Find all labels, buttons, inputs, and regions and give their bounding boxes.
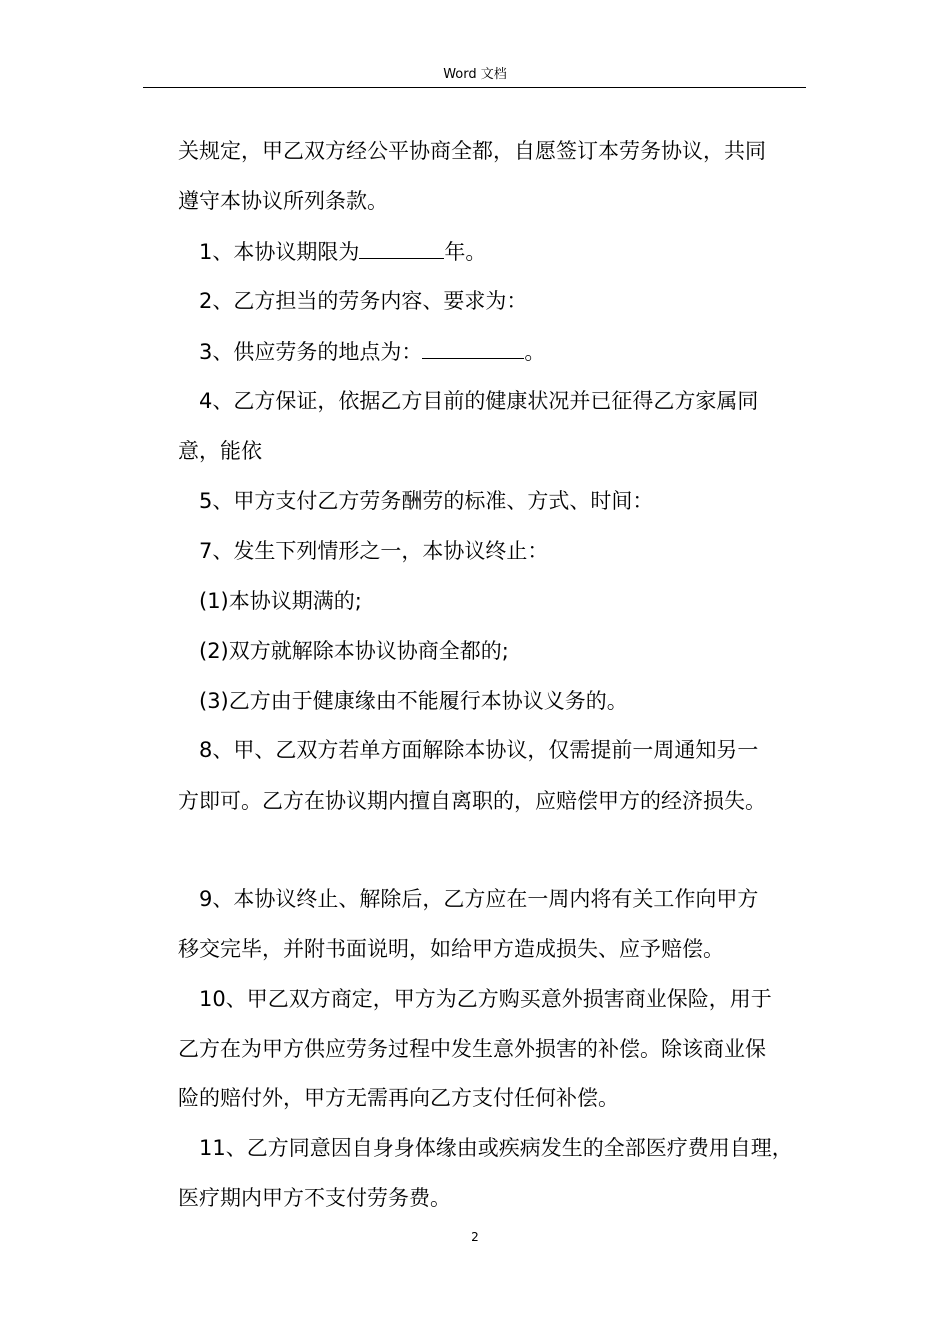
page-number: 2 [471,1230,479,1244]
paragraph-line: 移交完毕，并附书面说明，如给甲方造成损失、应予赔偿。 [178,937,724,961]
paragraph-line: 医疗期内甲方不支付劳务费。 [178,1186,451,1210]
clause-10: 10、甲乙双方商定，甲方为乙方购买意外损害商业保险，用于 [199,987,772,1011]
clause-7: 7、发生下列情形之一，本协议终止： [199,539,549,563]
clause-7-item-1: (1)本协议期满的; [199,589,362,613]
clause-3-text: 3、供应劳务的地点为： [199,340,423,364]
paragraph-line: 关规定，甲乙双方经公平协商全都，自愿签订本劳务协议，共同 [178,139,766,163]
paragraph-line: 乙方在为甲方供应劳务过程中发生意外损害的补偿。除该商业保 [178,1037,766,1061]
header-divider [143,87,806,88]
fill-in-blank [422,338,524,359]
clause-4: 4、乙方保证，依据乙方目前的健康状况并已征得乙方家属同 [199,389,759,413]
fill-in-blank [359,238,444,259]
clause-7-item-3: (3)乙方由于健康缘由不能履行本协议义务的。 [199,689,628,713]
clause-2: 2、乙方担当的劳务内容、要求为： [199,289,528,313]
clause-5: 5、甲方支付乙方劳务酬劳的标准、方式、时间： [199,489,654,513]
clause-8: 8、甲、乙双方若单方面解除本协议，仅需提前一周通知另一 [199,738,759,762]
clause-9: 9、本协议终止、解除后，乙方应在一周内将有关工作向甲方 [199,887,759,911]
clause-7-item-2: (2)双方就解除本协议协商全都的; [199,639,509,663]
clause-11: 11、乙方同意因自身身体缘由或疾病发生的全部医疗费用自理， [199,1136,793,1160]
header-title: Word 文档 [443,67,507,82]
clause-1 [199,238,486,265]
clause-1-text: 1、本协议期限为 [199,240,360,264]
paragraph-line: 遵守本协议所列条款。 [178,189,388,213]
paragraph-line: 意，能依 [178,439,262,463]
paragraph-line: 方即可。乙方在协议期内擅自离职的，应赔偿甲方的经济损失。 [178,789,766,813]
paragraph-line: 险的赔付外，甲方无需再向乙方支付任何补偿。 [178,1086,619,1110]
clause-1-suffix: 年。 [444,240,487,264]
clause-3-suffix: 。 [524,340,546,364]
clause-3 [199,338,545,365]
